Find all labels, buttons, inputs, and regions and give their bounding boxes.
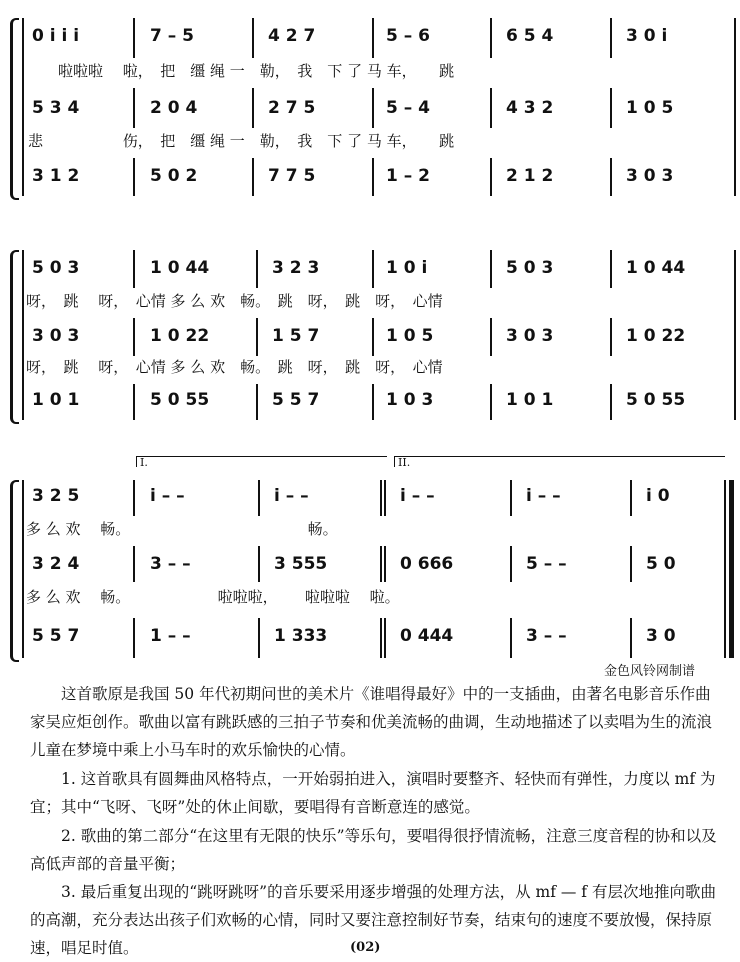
notes-s2-v2-m4: 1 0 5 (386, 326, 434, 346)
notes-s1-v1-m4: 5 – 6 (386, 26, 430, 46)
volta-bracket-2 (394, 456, 725, 467)
lyrics-s2-v1: 呀， 跳 呀， 心情 多 么 欢 畅。 跳 呀， 跳 呀， 心情 (26, 292, 443, 310)
barline (630, 618, 632, 658)
notes-s3-v1-m3: i – – (274, 486, 309, 506)
repeat-barline (380, 546, 382, 582)
notes-s3-v1-m2: i – – (150, 486, 185, 506)
volta-label-2: II. (398, 456, 411, 469)
system-barline (22, 480, 24, 658)
commentary-point-2: 2. 歌曲的第二部分“在这里有无限的快乐”等乐句，要唱得很抒情流畅，注意三度音程的协和以及高低声部的音量平衡； (30, 827, 717, 873)
commentary-point-3: 3. 最后重复出现的“跳呀跳呀”的音乐要采用逐步增强的处理方法，从 mf — f 有层次地推向歌曲的高潮，充分表达出孩子们欢畅的心情，同时又要注意控制好节奏，结束句的速度不要放慢，保持原速，唱足时值。 (30, 883, 716, 957)
notes-s1-v3-m3: 7 7 5 (268, 166, 316, 186)
notes-s2-v2-m1: 3 0 3 (32, 326, 80, 346)
notes-s3-v2-m4: 0 666 (400, 554, 454, 574)
notes-s2-v2-m6: 1 0 22 (626, 326, 686, 346)
notes-s2-v3-m2: 5 0 55 (150, 390, 210, 410)
volta-bracket-1 (136, 456, 387, 467)
notes-s2-v1-m6: 1 0 44 (626, 258, 686, 278)
barline (510, 546, 512, 582)
notes-s1-v2-m2: 2 0 4 (150, 98, 198, 118)
notes-s2-v2-m3: 1 5 7 (272, 326, 320, 346)
barline (610, 318, 612, 356)
barline (252, 88, 254, 128)
barline (490, 18, 492, 58)
notes-s3-v1-m4: i – – (400, 486, 435, 506)
page-number: (02) (350, 940, 381, 955)
barline (133, 318, 135, 356)
notes-s1-v2-m6: 1 0 5 (626, 98, 674, 118)
notes-s3-v2-m1: 3 2 4 (32, 554, 80, 574)
notes-s1-v3-m6: 3 0 3 (626, 166, 674, 186)
barline (256, 250, 258, 288)
barline (252, 158, 254, 196)
notes-s1-v3-m2: 5 0 2 (150, 166, 198, 186)
notes-s1-v3-m1: 3 1 2 (32, 166, 80, 186)
end-barline (734, 250, 736, 420)
barline (610, 384, 612, 420)
barline (630, 546, 632, 582)
notes-s2-v1-m5: 5 0 3 (506, 258, 554, 278)
notes-s2-v3-m3: 5 5 7 (272, 390, 320, 410)
notes-s1-v1-m3: 4 2 7 (268, 26, 316, 46)
notes-s1-v1-m5: 6 5 4 (506, 26, 554, 46)
final-barline-thin (724, 480, 726, 658)
barline (490, 88, 492, 128)
barline (256, 318, 258, 356)
score-credit: 金色风铃网制谱 (604, 664, 696, 679)
barline (372, 88, 374, 128)
notes-s3-v2-m6: 5 0 (646, 554, 676, 574)
repeat-barline (384, 546, 386, 582)
barline (490, 384, 492, 420)
notes-s2-v3-m1: 1 0 1 (32, 390, 80, 410)
notes-s2-v2-m5: 3 0 3 (506, 326, 554, 346)
notes-s3-v1-m6: i 0 (646, 486, 670, 506)
barline (258, 546, 260, 582)
notes-s2-v1-m3: 3 2 3 (272, 258, 320, 278)
notes-s1-v3-m5: 2 1 2 (506, 166, 554, 186)
notes-s2-v3-m5: 1 0 1 (506, 390, 554, 410)
notes-s3-v1-m5: i – – (526, 486, 561, 506)
system-barline (22, 18, 24, 196)
lyrics-s3-v1: 多 么 欢 畅。 畅。 (26, 520, 338, 538)
repeat-barline (380, 480, 382, 516)
barline (610, 158, 612, 196)
barline (372, 384, 374, 420)
barline (133, 546, 135, 582)
lyrics-s1-v1: 啦啦啦 啦， 把 缰 绳 一 勒， 我 下 了 马 车， 跳 (28, 62, 455, 80)
notes-s1-v2-m4: 5 – 4 (386, 98, 430, 118)
notes-s3-v3-m6: 3 0 (646, 626, 676, 646)
barline (372, 318, 374, 356)
repeat-barline (384, 618, 386, 658)
notes-s2-v1-m2: 1 0 44 (150, 258, 210, 278)
lyrics-s3-v2: 多 么 欢 畅。 啦啦啦， 啦啦啦 啦。 (26, 588, 400, 606)
notes-s3-v3-m1: 5 5 7 (32, 626, 80, 646)
barline (372, 250, 374, 288)
volta-label-1: I. (140, 456, 148, 469)
barline (610, 250, 612, 288)
notes-s3-v1-m1: 3 2 5 (32, 486, 80, 506)
notes-s1-v1-m1: 0 i i i (32, 26, 80, 46)
barline (510, 480, 512, 516)
barline (610, 88, 612, 128)
final-barline-thick (729, 480, 734, 658)
notes-s2-v3-m6: 5 0 55 (626, 390, 686, 410)
commentary-point-1: 1. 这首歌具有圆舞曲风格特点，一开始弱拍进入，演唱时要整齐、轻快而有弹性，力度以 mf 为宜；其中“飞呀、飞呀”处的休止间歇，要唱得有音断意连的感觉。 (30, 770, 716, 816)
lyrics-s1-v2: 悲 伤， 把 缰 绳 一 勒， 我 下 了 马 车， 跳 (28, 132, 455, 150)
end-barline (734, 18, 736, 196)
system-brace (10, 18, 19, 200)
notes-s1-v1-m6: 3 0 i (626, 26, 668, 46)
notes-s2-v1-m4: 1 0 i (386, 258, 428, 278)
system-brace (10, 480, 19, 662)
barline (490, 318, 492, 356)
notes-s3-v3-m3: 1 333 (274, 626, 328, 646)
barline (133, 18, 135, 58)
system-brace (10, 250, 19, 424)
notes-s3-v3-m5: 3 – – (526, 626, 567, 646)
notes-s2-v3-m4: 1 0 3 (386, 390, 434, 410)
barline (133, 250, 135, 288)
notes-s1-v3-m4: 1 – 2 (386, 166, 430, 186)
repeat-barline (380, 618, 382, 658)
notes-s3-v3-m4: 0 444 (400, 626, 454, 646)
barline (610, 18, 612, 58)
notes-s2-v1-m1: 5 0 3 (32, 258, 80, 278)
barline (133, 480, 135, 516)
barline (258, 480, 260, 516)
barline (490, 250, 492, 288)
barline (630, 480, 632, 516)
lyrics-s2-v2: 呀， 跳 呀， 心情 多 么 欢 畅。 跳 呀， 跳 呀， 心情 (26, 358, 443, 376)
notes-s3-v2-m3: 3 555 (274, 554, 328, 574)
notes-s1-v2-m1: 5 3 4 (32, 98, 80, 118)
barline (256, 384, 258, 420)
notes-s3-v3-m2: 1 – – (150, 626, 191, 646)
repeat-barline (384, 480, 386, 516)
barline (252, 18, 254, 58)
barline (133, 384, 135, 420)
barline (133, 158, 135, 196)
barline (372, 158, 374, 196)
barline (133, 88, 135, 128)
notes-s1-v2-m5: 4 3 2 (506, 98, 554, 118)
commentary-intro: 这首歌原是我国 50 年代初期问世的美术片《谁唱得最好》中的一支插曲，由著名电影音乐作曲家吴应炬创作。歌曲以富有跳跃感的三拍子节奏和优美流畅的曲调，生动地描述了以卖唱为生的流浪儿童在梦境中乘上小马车时的欢乐愉快的心情。 (30, 685, 713, 759)
barline (258, 618, 260, 658)
system-barline (22, 250, 24, 420)
notes-s2-v2-m2: 1 0 22 (150, 326, 210, 346)
notes-s1-v1-m2: 7 – 5 (150, 26, 194, 46)
barline (490, 158, 492, 196)
notes-s1-v2-m3: 2 7 5 (268, 98, 316, 118)
barline (133, 618, 135, 658)
barline (372, 18, 374, 58)
notes-s3-v2-m5: 5 – – (526, 554, 567, 574)
barline (510, 618, 512, 658)
notes-s3-v2-m2: 3 – – (150, 554, 191, 574)
